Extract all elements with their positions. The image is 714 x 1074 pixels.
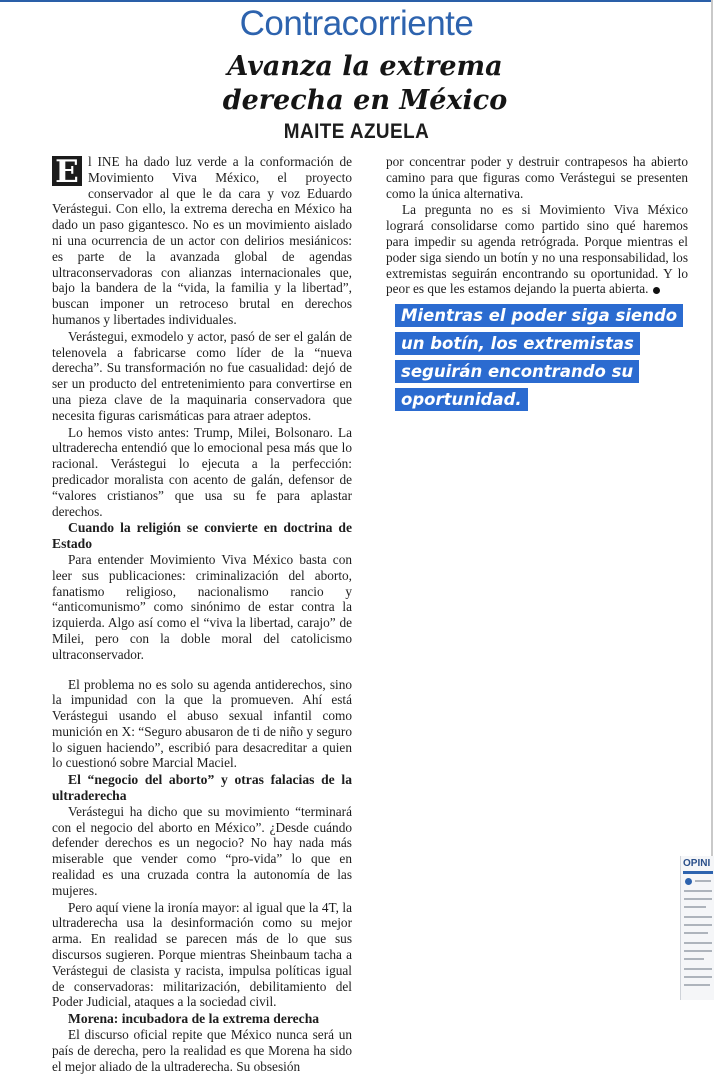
paragraph: El discurso oficial repite que México nunca será un país de derecha, pero la realidad es que Morena ha sido el mejor aliado de la ultraderecha. Su obsesión <box>52 1027 352 1074</box>
paragraph: Pero aquí viene la ironía mayor: al igual que la 4T, la ultraderecha usa la desinformación como su mejor arma. En realidad se parecen más de lo que sus discursos sugieren. Porque mientras Sheinbaum tacha a Verástegui de clasista y racista, impulsa políticas igual de conservadoras: militarización, debilitamiento del Poder Judicial, ataques a la sociedad civil. <box>52 899 352 1010</box>
paragraph: Verástegui, exmodelo y actor, pasó de ser el galán de telenovela a fabricarse como líder de la “nueva derecha”. Su transformación no fue casualidad: dejó de ser un producto del entretenimiento para convertirse en una pieza clave de la maquinaria conservadora que necesita figuras carismáticas para atraer adeptos. <box>52 328 352 423</box>
thumbnail-line <box>684 984 710 986</box>
subheading: Morena: incubadora de la extrema derecha <box>68 1011 320 1027</box>
thumbnail-bar <box>683 871 713 874</box>
paragraph: Para entender Movimiento Viva México basta con leer sus publicaciones: criminalización del aborto, fanatismo religioso, nacionalismo rancio y “anticomunismo” como sinónimo de estar contra la izquierda. Algo así como el “viva la libertad, carajo” de Milei, pero con la doble moral del catolicismo ultraconservador. <box>52 551 352 662</box>
paragraph: Verástegui ha dicho que su movimiento “terminará con el negocio del aborto en México”. ¿Desde cuándo defender derechos es un negocio? No hay nada más miserable que vender como “pro-vida” lo que en realidad es una cruzada contra la autonomía de las mujeres. <box>52 803 352 898</box>
paragraph: Lo hemos visto antes: Trump, Milei, Bolsonaro. La ultraderecha entendió que lo emocional pesa más que lo racional. Verástegui lo ejecuta a la perfección: predicador moralista con acento de galán, defensor de “valores cristianos” que usa su fe para aplastar derechos. <box>52 424 352 519</box>
article-column-2 <box>386 154 688 298</box>
page-thumbnail[interactable] <box>680 856 714 1000</box>
thumbnail-line <box>684 950 712 952</box>
headline: Avanza la extrema derecha en México <box>222 51 508 116</box>
thumbnail-line <box>684 958 704 960</box>
thumbnail-line <box>684 890 712 892</box>
end-mark-icon <box>653 287 660 294</box>
thumbnail-line <box>684 932 708 934</box>
pull-quote-text: Mientras el poder siga siendo un botín, los extremistas seguirán encontrando su oportunidad. <box>395 304 683 411</box>
top-rule <box>0 0 713 2</box>
thumbnail-label: OPINI <box>683 858 711 869</box>
article-column-1 <box>52 154 352 1074</box>
thumbnail-line <box>684 942 712 944</box>
author-byline: MAITE AZUELA <box>283 120 430 143</box>
subheading: El “negocio del aborto” y otras falacias de la ultraderecha <box>52 772 352 804</box>
paragraph <box>52 154 352 328</box>
thumbnail-line <box>695 880 711 882</box>
paragraph <box>386 202 688 297</box>
thumbnail-logo-icon <box>685 878 692 885</box>
thumbnail-line <box>684 924 712 926</box>
thumbnail-line <box>684 906 706 908</box>
page-edge <box>711 0 713 1000</box>
drop-cap: E <box>52 156 82 186</box>
subheading: Cuando la religión se convierte en doctrina de Estado <box>52 520 352 552</box>
paragraph: por concentrar poder y destruir contrapesos ha abierto camino para que figuras como Verástegui se presenten como la única alternativa. <box>386 154 688 201</box>
pull-quote <box>395 302 691 414</box>
thumbnail-line <box>684 968 712 970</box>
thumbnail-line <box>684 916 712 918</box>
thumbnail-line <box>684 898 712 900</box>
section-title: Contracorriente <box>239 4 474 43</box>
paragraph-text: l INE ha dado luz verde a la conformación de Movimiento Viva México, el proyecto conservador al que le da cara y voz Eduardo Verástegui. Con ello, la extrema derecha en México ha dado un paso gigantesco. No es un movimiento aislado ni una ocurrencia de un actor con delirios mesiánicos: es parte de la avanzada global de agendas ultraconservadoras con alianzas internacionales que, bajo la bandera de la “vida, la familia y la libertad”, buscan imponer un retroceso brutal en derechos humanos y libertades individuales. <box>52 154 352 327</box>
paragraph-text: La pregunta no es si Movimiento Viva México logrará consolidarse como partido sino qué haremos para impedir su agenda retrógrada. Porque mientras el poder siga siendo un botín y no una responsabilidad, los extremistas seguirán encontrando su oportunidad. Y lo peor es que les estamos dejando la puerta abierta. <box>386 202 688 297</box>
paragraph: El problema no es solo su agenda antiderechos, sino la impunidad con la que la promueven. Ahí está Verástegui usando el abuso sexual infantil como munición en X: “Seguro abusaron de ti de niño y seguro lo siguen haciendo”, escribió para desacreditar a quien lo cuestionó sobre Marcial Maciel. <box>52 676 352 771</box>
thumbnail-line <box>684 976 712 978</box>
